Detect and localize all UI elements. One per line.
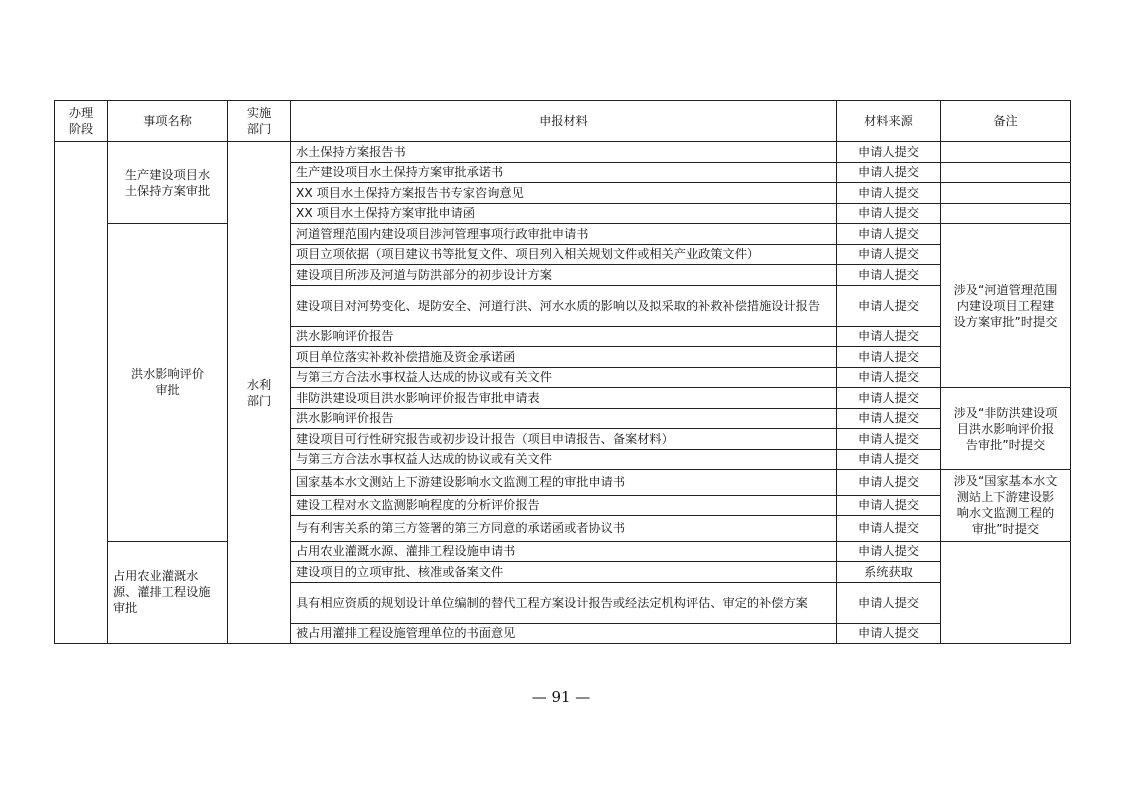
- material-cell: 建设项目的立项审批、核准或备案文件: [291, 562, 837, 583]
- material-cell: 建设项目可行性研究报告或初步设计报告（项目申请报告、备案材料）: [291, 429, 837, 450]
- source-cell: 申请人提交: [837, 347, 941, 368]
- source-cell: 申请人提交: [837, 142, 941, 163]
- note-cell: 涉及“非防洪建设项 目洪水影响评价报 告审批”时提交: [941, 388, 1071, 470]
- source-cell: 申请人提交: [837, 449, 941, 470]
- header-row: [55, 101, 1071, 142]
- header-source: 材料来源: [837, 101, 941, 142]
- source-cell: 申请人提交: [837, 470, 941, 496]
- material-cell: XX 项目水土保持方案报告书专家咨询意见: [291, 183, 837, 204]
- source-cell: 申请人提交: [837, 265, 941, 286]
- header-item-name: 事项名称: [108, 101, 228, 142]
- source-cell: 申请人提交: [837, 203, 941, 224]
- note-cell: 涉及“河道管理范围 内建设项目工程建 设方案审批”时提交: [941, 224, 1071, 388]
- source-cell: 申请人提交: [837, 183, 941, 204]
- material-cell: 河道管理范围内建设项目涉河管理事项行政审批申请书: [291, 224, 837, 245]
- material-cell: 与第三方合法水事权益人达成的协议或有关文件: [291, 367, 837, 388]
- note-cell: [941, 162, 1071, 183]
- material-cell: 国家基本水文测站上下游建设影响水文监测工程的审批申请书: [291, 470, 837, 496]
- source-cell: 申请人提交: [837, 326, 941, 347]
- source-cell: 申请人提交: [837, 367, 941, 388]
- header-department: 实施 部门: [228, 101, 291, 142]
- material-cell: 项目立项依据（项目建议书等批复文件、项目列入相关规划文件或相关产业政策文件）: [291, 244, 837, 265]
- material-cell: 与第三方合法水事权益人达成的协议或有关文件: [291, 449, 837, 470]
- source-cell: 申请人提交: [837, 623, 941, 644]
- department-cell: 水利 部门: [228, 142, 291, 644]
- source-cell: 申请人提交: [837, 244, 941, 265]
- source-cell: 申请人提交: [837, 541, 941, 562]
- material-cell: XX 项目水土保持方案审批申请函: [291, 203, 837, 224]
- page-number: — 91 —: [531, 688, 591, 706]
- header-note: 备注: [941, 101, 1071, 142]
- material-cell: 生产建设项目水土保持方案审批承诺书: [291, 162, 837, 183]
- table-row: [55, 541, 1071, 562]
- material-cell: 被占用灌排工程设施管理单位的书面意见: [291, 623, 837, 644]
- material-cell: 洪水影响评价报告: [291, 408, 837, 429]
- material-cell: 建设工程对水文监测影响程度的分析评价报告: [291, 495, 837, 516]
- item-name-cell: 洪水影响评价 审批: [108, 224, 228, 542]
- note-cell: [941, 203, 1071, 224]
- material-cell: 具有相应资质的规划设计单位编制的替代工程方案设计报告或经法定机构评估、审定的补偿方案: [291, 582, 837, 623]
- table-row: [55, 142, 1071, 163]
- material-cell: 建设项目所涉及河道与防洪部分的初步设计方案: [291, 265, 837, 286]
- table-row: [55, 224, 1071, 245]
- note-cell: 涉及“国家基本水文 测站上下游建设影 响水文监测工程的 审批”时提交: [941, 470, 1071, 542]
- source-cell: 申请人提交: [837, 495, 941, 516]
- source-cell: 申请人提交: [837, 388, 941, 409]
- source-cell: 申请人提交: [837, 224, 941, 245]
- material-cell: 水土保持方案报告书: [291, 142, 837, 163]
- source-cell: 申请人提交: [837, 582, 941, 623]
- table-body: [55, 142, 1071, 644]
- material-cell: 与有利害关系的第三方签署的第三方同意的承诺函或者协议书: [291, 516, 837, 542]
- item-name-cell: 占用农业灌溉水 源、灌排工程设施 审批: [108, 541, 228, 644]
- header-materials: 申报材料: [291, 101, 837, 142]
- source-cell: 申请人提交: [837, 285, 941, 326]
- material-cell: 洪水影响评价报告: [291, 326, 837, 347]
- source-cell: 系统获取: [837, 562, 941, 583]
- material-cell: 项目单位落实补救补偿措施及资金承诺函: [291, 347, 837, 368]
- stage-cell: [55, 142, 108, 644]
- note-cell: [941, 142, 1071, 163]
- material-cell: 建设项目对河势变化、堤防安全、河道行洪、河水水质的影响以及拟采取的补救补偿措施设计报告: [291, 285, 837, 326]
- material-cell: 占用农业灌溉水源、灌排工程设施申请书: [291, 541, 837, 562]
- material-cell: 非防洪建设项目洪水影响评价报告审批申请表: [291, 388, 837, 409]
- materials-table: [54, 100, 1071, 644]
- source-cell: 申请人提交: [837, 408, 941, 429]
- source-cell: 申请人提交: [837, 162, 941, 183]
- item-name-cell: 生产建设项目水 土保持方案审批: [108, 142, 228, 224]
- note-cell: [941, 541, 1071, 644]
- note-cell: [941, 183, 1071, 204]
- header-stage: 办理 阶段: [55, 101, 108, 142]
- source-cell: 申请人提交: [837, 429, 941, 450]
- source-cell: 申请人提交: [837, 516, 941, 542]
